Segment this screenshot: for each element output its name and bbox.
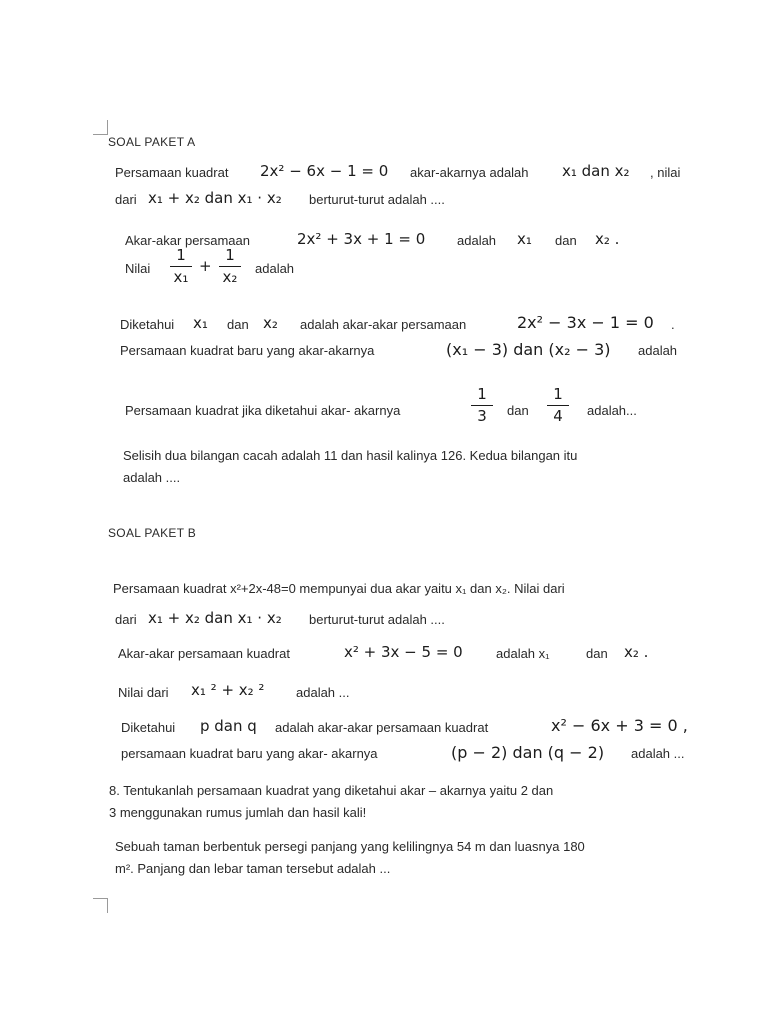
fraction-numerator: 1 (225, 246, 235, 264)
paket-a-q4-text: Persamaan kuadrat jika diketahui akar- akarnya (125, 403, 401, 418)
fraction-numerator: 1 (477, 385, 487, 403)
paket-a-q4-fraction (471, 386, 493, 425)
paket-b-q1-text: Persamaan kuadrat x²+2x-48=0 mempunyai dua akar yaitu x₁ dan x₂. Nilai dari (113, 581, 565, 596)
paket-a-q3-text: Persamaan kuadrat baru yang akar-akarnya (120, 343, 375, 358)
paket-a-q1-roots: x₁ dan x₂ (562, 162, 630, 180)
paket-b-q1-expression: x₁ + x₂ dan x₁ · x₂ (148, 609, 282, 627)
paket-a-q2-text: dan (555, 233, 577, 248)
fraction-denominator: x₂ (222, 268, 238, 286)
paket-a-q2-text: adalah (255, 261, 295, 276)
paket-a-q2-text: adalah (457, 233, 497, 248)
paket-b-q3-pq: p dan q (200, 717, 257, 735)
paket-b-q3-text: persamaan kuadrat baru yang akar- akarnya (121, 746, 378, 761)
fraction-denominator: 4 (553, 407, 563, 425)
section-title-paket-a: SOAL PAKET A (108, 135, 196, 149)
paket-b-q2-text: Nilai dari (118, 685, 169, 700)
paket-a-q3-text: adalah (638, 343, 678, 358)
paket-b-q3-expression: (p − 2) dan (q − 2) (451, 743, 605, 762)
paket-a-q3-text: . (671, 317, 675, 332)
paket-a-q1-expression: x₁ + x₂ dan x₁ · x₂ (148, 189, 282, 207)
paket-a-q2-x1: x₁ (517, 230, 532, 248)
paket-b-q2-text: Akar-akar persamaan kuadrat (118, 646, 290, 661)
paket-a-q5-text: Selisih dua bilangan cacah adalah 11 dan hasil kalinya 126. Kedua bilangan itu (123, 448, 578, 463)
paket-a-q2-plus: + (199, 257, 212, 275)
page-corner-mark-top (93, 120, 108, 135)
paket-b-q1-text: berturut-turut adalah .... (309, 612, 445, 627)
paket-b-q2-text: adalah ... (296, 685, 350, 700)
paket-a-q4-text: dan (507, 403, 529, 418)
fraction-denominator: 3 (477, 407, 487, 425)
paket-b-q3-equation: x² − 6x + 3 = 0 , (551, 716, 688, 735)
page-corner-mark-bottom (93, 898, 108, 913)
paket-a-q3-expression: (x₁ − 3) dan (x₂ − 3) (446, 340, 611, 359)
fraction-bar (547, 405, 569, 406)
fraction-denominator: x₁ (173, 268, 189, 286)
paket-b-q2-equation: x² + 3x − 5 = 0 (344, 643, 463, 661)
paket-a-q3-text: Diketahui (120, 317, 175, 332)
paket-a-q3-text: dan (227, 317, 249, 332)
paket-a-q4-text: adalah... (587, 403, 637, 418)
paket-a-q4-fraction (547, 386, 569, 425)
fraction-numerator: 1 (553, 385, 563, 403)
paket-b-q9-text: m². Panjang dan lebar taman tersebut adalah ... (115, 861, 391, 876)
fraction-bar (471, 405, 493, 406)
paket-b-q2-expression: x₁ ² + x₂ ² (191, 681, 265, 699)
paket-a-q2-fraction (219, 247, 241, 286)
section-title-paket-b: SOAL PAKET B (108, 526, 197, 540)
paket-b-q8-text: 3 menggunakan rumus jumlah dan hasil kali! (109, 805, 367, 820)
paket-b-q1-text: dari (115, 612, 137, 627)
paket-a-q3-text: adalah akar-akar persamaan (300, 317, 467, 332)
paket-a-q3-x1: x₁ (193, 314, 208, 332)
paket-a-q1-text: berturut-turut adalah .... (309, 192, 445, 207)
paket-a-q2-text: Akar-akar persamaan (125, 233, 250, 248)
paket-b-q9-text: Sebuah taman berbentuk persegi panjang yang kelilingnya 54 m dan luasnya 180 (115, 839, 585, 854)
paket-b-q2-x2: x₂ . (624, 643, 649, 661)
paket-a-q1-text: , nilai (650, 165, 681, 180)
fraction-numerator: 1 (176, 246, 186, 264)
fraction-bar (219, 266, 241, 267)
paket-b-q3-text: adalah ... (631, 746, 685, 761)
paket-a-q2-fraction (170, 247, 192, 286)
paket-a-q1-text: dari (115, 192, 137, 207)
paket-a-q2-equation: 2x² + 3x + 1 = 0 (297, 230, 426, 248)
fraction-bar (170, 266, 192, 267)
paket-a-q2-text: Nilai (125, 261, 151, 276)
paket-a-q5-text: adalah .... (123, 470, 181, 485)
paket-b-q3-text: adalah akar-akar persamaan kuadrat (275, 720, 489, 735)
paket-b-q8-text: 8. Tentukanlah persamaan kuadrat yang diketahui akar – akarnya yaitu 2 dan (109, 783, 554, 798)
paket-a-q3-equation: 2x² − 3x − 1 = 0 (517, 313, 654, 332)
paket-a-q1-text: Persamaan kuadrat (115, 165, 229, 180)
paket-b-q3-text: Diketahui (121, 720, 176, 735)
paket-a-q3-x2: x₂ (263, 314, 278, 332)
paket-a-q2-x2: x₂ . (595, 230, 620, 248)
paket-a-q1-text: akar-akarnya adalah (410, 165, 529, 180)
paket-b-q2-text: dan (586, 646, 608, 661)
paket-b-q2-text: adalah x₁ (496, 646, 550, 661)
paket-a-q1-equation: 2x² − 6x − 1 = 0 (260, 162, 389, 180)
